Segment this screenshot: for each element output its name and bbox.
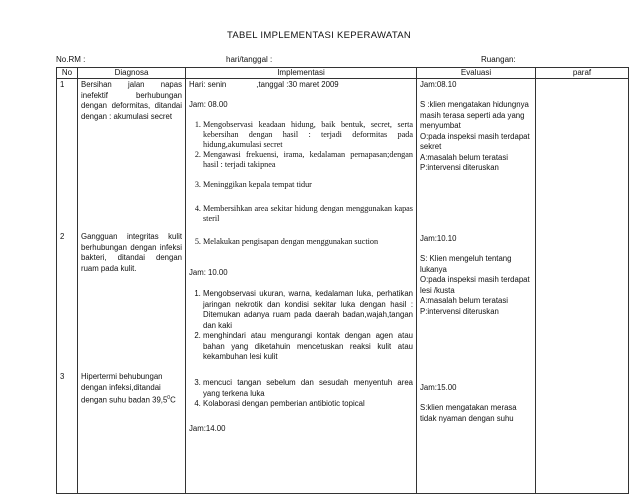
header-no: No [57,68,78,79]
table-row [57,79,629,494]
jam-text: Jam:14.00 [189,424,226,433]
impl-list [189,378,413,410]
diagnosa-text-main: Hipertermi behubungan dengan infeksi,ditandai dengan suhu badan 39,5 [81,372,168,405]
row-number: 2 [60,232,65,241]
eval-line: O:pada inspeksi masih terdapat sekret [420,131,530,151]
list-item: 3. mencuci tangan sebelum dan sesudah menyentuh area yang terkena luka [203,378,413,399]
eval-line: A:masalah belum teratasi [420,152,508,162]
eval-line: A:masalah belum teratasi [420,296,508,305]
list-item: 2. Mengawasi frekuensi, irama, kedalaman pernapasan;dengan hasil : terjadi takipnea [203,150,413,170]
list-item: 1. Mengobservasi keadaan hidung, baik bentuk, secret, serta kebersihan dengan hasil : terjadi deformitas pada hidung,akumulasi secret [203,120,413,150]
eval-line: S :klien mengatakan hidungnya masih terasa seperti ada yang menyumbat [420,100,529,130]
eval-line: S:klien mengatakan merasa tidak nyaman dengan suhu [420,403,517,423]
impl-list [189,120,413,170]
list-item: 2. menghindari atau mengurangi kontak dengan agen atau bahan yang diketahuin mencetuskan reaksi kulit atau kekambuhan lesi kulit [203,331,413,363]
hari-tanggal-label: hari/tanggal : [226,55,273,64]
list-item: 4. Kolaborasi dengan pemberian antibiotic topical [203,399,413,410]
hari-tanggal [189,80,413,91]
diagnosa-text [81,372,182,406]
list-item: 1. Mengobservasi ukuran, warna, kedalaman luka, perhatikan jaringan nekrotik dan kondisi sekitar luka dengan hasil : Ditemukan adanya ruam pada daerah badan,wajah,tangan dan kaki [203,289,413,331]
page-title: TABEL IMPLEMENTASI KEPERAWATAN [226,30,412,41]
list-item: 4. Membersihkan area sekitar hidung dengan menggunakan kapas steril [203,204,413,224]
diagnosa-text: Bersihan jalan napas inefektif berhubungan dengan deformitas, ditandai dengan : akumulasi secret [81,80,182,121]
header-evaluasi: Evaluasi [417,68,536,79]
eval-jam: Jam:10.10 [420,234,457,243]
hari-text: Hari: senin [189,80,227,89]
list-item: 3. Meninggikan kepala tempat tidur [203,180,413,190]
row-number: 3 [60,372,65,381]
eval-jam: Jam:15.00 [420,383,457,392]
impl-list [189,180,413,190]
eval-jam: Jam:08.10 [420,80,457,89]
header-paraf: paraf [536,68,629,79]
eval-block [420,403,532,424]
evaluasi-cell [417,79,536,494]
impl-list [189,237,413,247]
diagnosa-text: Gangguan integritas kulit berhubungan dengan infeksi bakteri, ditandai dengan ruam pada kulit. [81,232,182,273]
eval-block [420,254,532,317]
diagnosa-unit: C [170,395,176,405]
eval-line: P:intervensi diteruskan [420,306,499,316]
jam-text: Jam: 08.00 [189,100,228,109]
impl-list [189,204,413,224]
diagnosa-cell [78,79,186,494]
row-number: 1 [60,80,65,89]
eval-line: O:pada inspeksi masih terdapat lesi /kusta [420,275,530,295]
jam-text: Jam: 10.00 [189,268,228,277]
no-rm-label: No.RM : [56,55,86,64]
implementation-table [56,67,629,494]
paraf-cell [536,79,629,494]
tanggal-text: ,tanggal :30 maret 2009 [256,80,339,89]
implementasi-cell [186,79,417,494]
header-implementasi: Implementasi [186,68,417,79]
no-cell [57,79,78,494]
ruangan-label: Ruangan: [481,55,516,64]
impl-list [189,289,413,363]
header-diagnosa: Diagnosa [78,68,186,79]
eval-line: S: Klien mengeluh tentang lukanya [420,254,512,274]
degree-superscript: 0 [167,395,171,401]
header-row [57,68,629,79]
eval-block [420,100,532,174]
eval-line: P:intervensi diteruskan [420,163,499,172]
list-item: 5. Melakukan pengisapan dengan menggunakan suction [203,237,413,247]
